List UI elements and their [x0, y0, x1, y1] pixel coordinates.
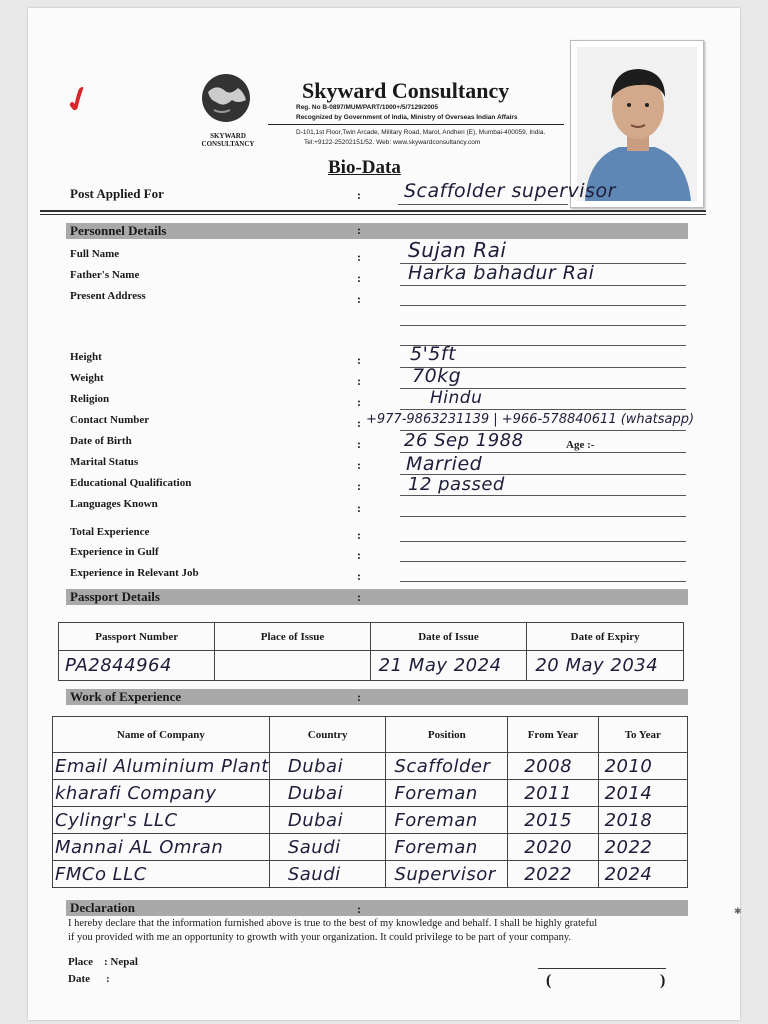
dob-value: 26 Sep 1988 [404, 430, 524, 451]
declaration-text-line-2: if you provided with me an opportunity to growth with your organization. It could privilege to be part of your company. [68, 932, 572, 943]
company-cell: Mannai AL Omran [53, 834, 270, 861]
declaration-text-line-1: I hereby declare that the information furnished above is true to the best of my knowledge and behalf. I shall be highly grateful [68, 918, 598, 929]
languages-line [400, 516, 686, 517]
gulf-experience-colon: : [357, 548, 361, 562]
registration-number: Reg. No B-0897/MUM/PART/1000+/5/7129/2005 [296, 104, 439, 111]
position-header: Position [386, 717, 508, 753]
position-cell: Foreman [386, 834, 508, 861]
post-applied-label: Post Applied For [70, 186, 164, 201]
date-of-expiry-value: 20 May 2034 [527, 651, 684, 681]
father-name-value: Harka bahadur Rai [408, 262, 595, 284]
recognition-line: Recognized by Government of India, Ministry of Overseas Indian Affairs [296, 114, 518, 121]
relevant-experience-label: Experience in Relevant Job [70, 567, 199, 579]
passport-number-value: PA2844964 [59, 651, 215, 681]
full-name-colon: : [357, 250, 361, 264]
skyward-logo [194, 70, 258, 130]
marital-value: Married [406, 453, 483, 475]
post-colon: : [357, 188, 361, 202]
from-year-cell: 2015 [508, 807, 598, 834]
religion-value: Hindu [430, 388, 483, 408]
from-year-cell: 2020 [508, 834, 598, 861]
company-cell: Cylingr's LLC [53, 807, 270, 834]
post-line [398, 204, 568, 205]
company-header: Name of Company [53, 717, 270, 753]
father-name-colon: : [357, 271, 361, 285]
passport-number-header: Passport Number [59, 623, 215, 651]
date-value: : [106, 973, 110, 985]
country-header: Country [269, 717, 386, 753]
height-colon: : [357, 353, 361, 367]
weight-value: 70kg [412, 365, 462, 387]
company-contact: Tel:+9122-25202151/52. Web: www.skywardconsultancy.com [304, 139, 481, 146]
company-cell: Email Aluminium Plant [53, 753, 270, 780]
passport-colon: : [357, 590, 361, 604]
passport-table [58, 622, 684, 681]
weight-label: Weight [70, 372, 104, 384]
to-year-cell: 2014 [598, 780, 687, 807]
company-cell: FMCo LLC [53, 861, 270, 888]
dob-label: Date of Birth [70, 435, 132, 447]
company-address: D-101,1st Floor,Twin Arcade, Military Road, Marol, Andheri (E), Mumbai-400059, India. [296, 129, 546, 136]
table-row [53, 753, 688, 780]
full-name-label: Full Name [70, 248, 120, 260]
relevant-experience-line [400, 581, 686, 582]
full-name-value: Sujan Rai [408, 238, 507, 262]
position-cell: Scaffolder [386, 753, 508, 780]
gulf-experience-line [400, 561, 686, 562]
address-line-1 [400, 305, 686, 306]
contact-value: +977-9863231139 | +966-578840611 (whatsapp) [366, 412, 695, 427]
section-divider [40, 210, 706, 212]
gulf-experience-label: Experience in Gulf [70, 546, 159, 558]
work-experience-title: Work of Experience [70, 689, 182, 704]
marital-label: Marital Status [70, 456, 139, 468]
work-experience-header [66, 689, 688, 705]
from-year-header: From Year [508, 717, 598, 753]
religion-colon: : [357, 395, 361, 409]
father-name-label: Father's Name [70, 269, 140, 281]
dob-colon: : [357, 437, 361, 451]
doc-title: Bio-Data [328, 157, 401, 178]
post-applied-value: Scaffolder supervisor [404, 180, 616, 202]
address-line-2 [400, 325, 686, 326]
position-cell: Supervisor [386, 861, 508, 888]
scan-speck: ✱ [734, 906, 742, 916]
height-value: 5'5ft [410, 343, 457, 365]
position-cell: Foreman [386, 780, 508, 807]
marital-colon: : [357, 458, 361, 472]
languages-label: Languages Known [70, 498, 158, 510]
company-cell: kharafi Company [53, 780, 270, 807]
signature-line [538, 968, 666, 969]
header-divider [268, 124, 564, 125]
to-year-header: To Year [598, 717, 687, 753]
education-line [400, 495, 686, 496]
to-year-cell: 2018 [598, 807, 687, 834]
to-year-cell: 2022 [598, 834, 687, 861]
country-cell: Dubai [269, 780, 386, 807]
passport-details-title: Passport Details [70, 589, 160, 604]
total-experience-colon: : [357, 528, 361, 542]
passport-details-header [66, 589, 688, 605]
to-year-cell: 2024 [598, 861, 687, 888]
religion-line [400, 409, 686, 410]
personnel-colon: : [357, 223, 361, 237]
place-of-issue-header: Place of Issue [215, 623, 370, 651]
education-colon: : [357, 479, 361, 493]
weight-colon: : [357, 374, 361, 388]
section-divider-thin [40, 214, 706, 215]
declaration-title: Declaration [70, 900, 135, 915]
place-of-issue-value [215, 651, 370, 681]
date-label: Date [68, 973, 90, 985]
place-value: : Nepal [104, 956, 138, 968]
declaration-colon: : [357, 902, 361, 916]
date-of-issue-value: 21 May 2024 [370, 651, 527, 681]
personnel-details-header [66, 223, 688, 239]
signature-open-paren: ( [546, 972, 552, 989]
present-address-label: Present Address [70, 290, 146, 302]
date-of-issue-header: Date of Issue [370, 623, 527, 651]
date-of-expiry-header: Date of Expiry [527, 623, 684, 651]
relevant-experience-colon: : [357, 569, 361, 583]
logo-wordmark: SKYWARD CONSULTANCY [201, 132, 255, 148]
contact-label: Contact Number [70, 414, 150, 426]
to-year-cell: 2010 [598, 753, 687, 780]
languages-colon: : [357, 501, 361, 515]
height-label: Height [70, 351, 102, 363]
from-year-cell: 2022 [508, 861, 598, 888]
table-row [53, 834, 688, 861]
declaration-header [66, 900, 688, 916]
from-year-cell: 2008 [508, 753, 598, 780]
total-experience-line [400, 541, 686, 542]
place-label: Place [68, 956, 94, 968]
table-row [53, 780, 688, 807]
table-row [53, 861, 688, 888]
from-year-cell: 2011 [508, 780, 598, 807]
country-cell: Dubai [269, 807, 386, 834]
country-cell: Saudi [269, 834, 386, 861]
education-value: 12 passed [408, 474, 505, 495]
country-cell: Dubai [269, 753, 386, 780]
education-label: Educational Qualification [70, 477, 192, 489]
work-experience-table [52, 716, 688, 888]
red-checkmark-icon: ✓ [58, 78, 99, 123]
father-name-line [400, 285, 686, 286]
total-experience-label: Total Experience [70, 526, 150, 538]
signature-close-paren: ) [660, 972, 666, 989]
table-row [53, 807, 688, 834]
religion-label: Religion [70, 393, 110, 405]
country-cell: Saudi [269, 861, 386, 888]
present-address-colon: : [357, 292, 361, 306]
company-name: Skyward Consultancy [302, 78, 510, 103]
age-label: Age :- [566, 439, 595, 451]
position-cell: Foreman [386, 807, 508, 834]
work-colon: : [357, 690, 361, 704]
personnel-details-title: Personnel Details [70, 223, 167, 238]
contact-colon: : [357, 416, 361, 430]
